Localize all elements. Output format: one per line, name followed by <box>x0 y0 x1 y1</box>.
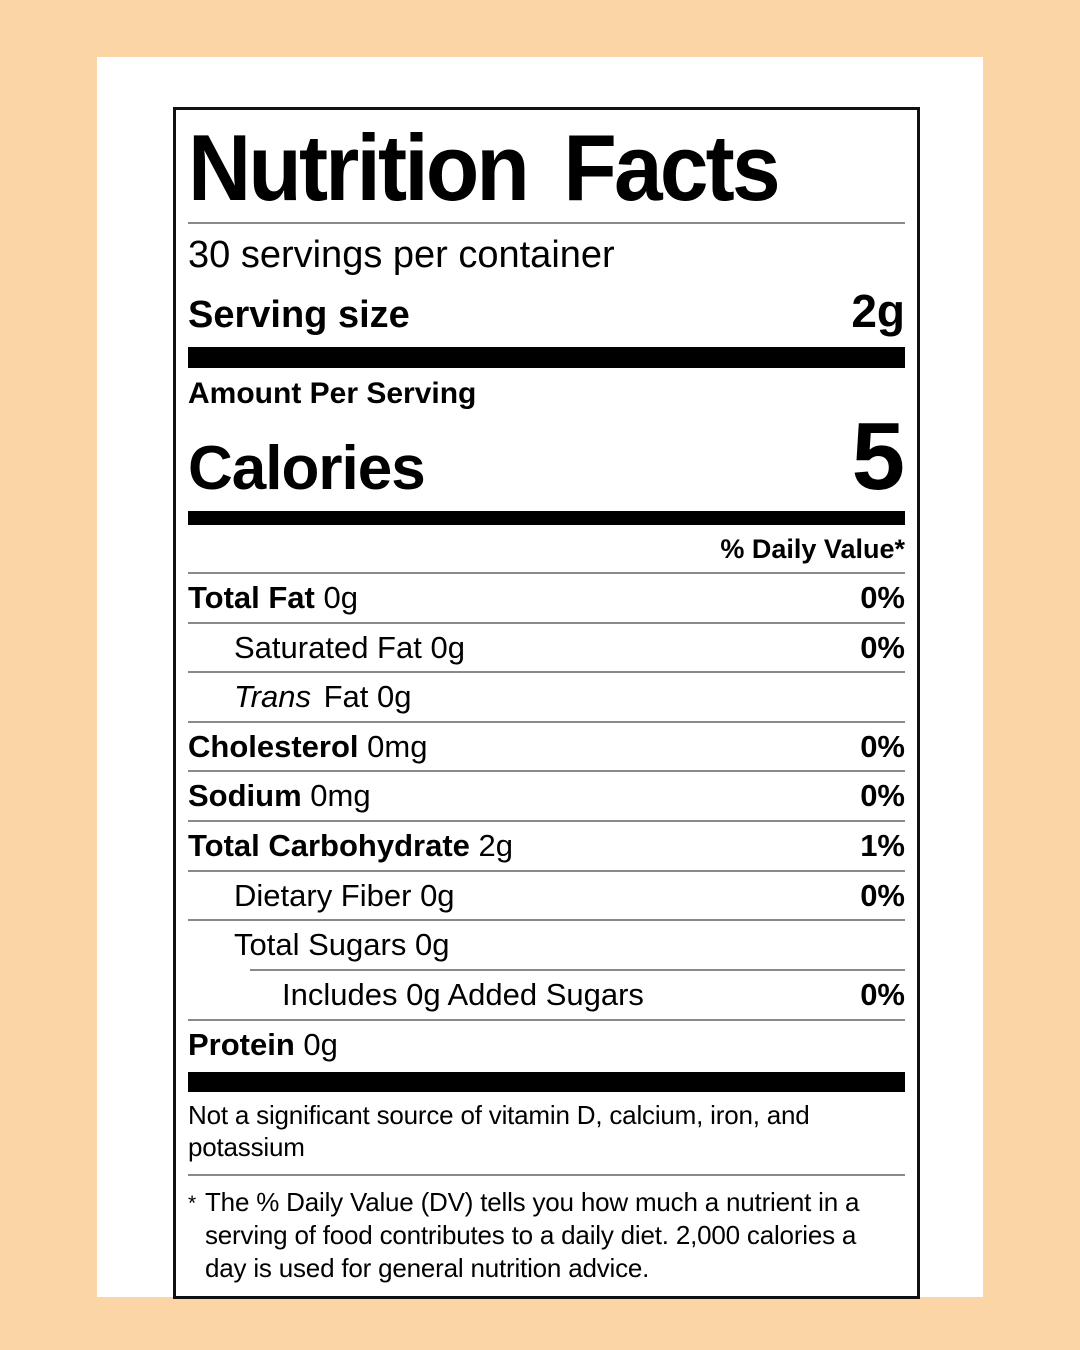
servings-per-container: 30 servings per container <box>188 234 615 277</box>
label-card <box>97 57 983 1297</box>
nutrient-row-total-fat <box>188 572 905 622</box>
daily-value-cell: 1% <box>860 828 905 864</box>
not-significant-note: Not a significant source of vitamin D, calcium, iron, and potassium <box>188 1100 810 1163</box>
daily-value-footnote <box>188 1176 905 1286</box>
nutrient-row-cholesterol <box>188 721 905 771</box>
calories-label: Calories <box>188 433 425 503</box>
calories-value: 5 <box>851 402 905 510</box>
asterisk-marker: * <box>188 1191 196 1215</box>
thick-divider-bar <box>188 347 905 368</box>
nutrient-row-protein <box>188 1019 905 1069</box>
nutrient-name: Cholesterol 0mg <box>188 728 428 764</box>
nutrient-row-total-carbohydrate <box>188 820 905 870</box>
amount-per-serving-label: Amount Per Serving <box>188 376 477 410</box>
nutrient-name: Dietary Fiber 0g <box>234 877 455 913</box>
daily-value-cell: 0% <box>860 877 905 913</box>
nutrient-row-dietary-fiber <box>188 870 905 920</box>
nutrient-name: Total Sugars 0g <box>234 927 450 963</box>
nutrient-row-saturated-fat <box>188 622 905 672</box>
nutrient-name: Sodium 0mg <box>188 778 371 814</box>
nutrient-name: Trans Fat 0g <box>234 679 412 715</box>
serving-size-row <box>188 284 905 338</box>
daily-value-cell: 0% <box>860 579 905 615</box>
daily-value-cell: 0% <box>860 728 905 764</box>
nutrient-name: Total Fat 0g <box>188 579 358 615</box>
nutrient-name: Includes 0g Added Sugars <box>282 977 644 1013</box>
nutrient-name: Protein 0g <box>188 1026 338 1062</box>
daily-value-cell: 0% <box>860 977 905 1013</box>
nutrient-name: Total Carbohydrate 2g <box>188 828 514 864</box>
medium-divider-bar <box>188 511 905 525</box>
bottom-divider-bar <box>188 1072 905 1092</box>
serving-size-value: 2g <box>851 284 905 337</box>
nutrient-row-added-sugars <box>188 971 905 1019</box>
serving-size-label: Serving size <box>188 293 410 336</box>
nutrient-row-sodium <box>188 770 905 820</box>
footnote-text: The % Daily Value (DV) tells you how much a nutrient in a serving of food contributes to a daily diet. 2,000 calories a day is used for general nutrition advice. <box>205 1186 860 1284</box>
daily-value-cell: 0% <box>860 778 905 814</box>
nutrition-facts-label <box>173 107 920 1299</box>
calories-row <box>188 402 905 510</box>
title-divider <box>188 222 905 224</box>
nutrient-name: Saturated Fat 0g <box>234 629 465 665</box>
nutrient-row-total-sugars <box>188 919 905 969</box>
label-title: Nutrition Facts <box>188 115 778 220</box>
daily-value-header: % Daily Value* <box>720 533 905 564</box>
nutrient-row-trans-fat <box>188 671 905 721</box>
daily-value-cell: 0% <box>860 629 905 665</box>
